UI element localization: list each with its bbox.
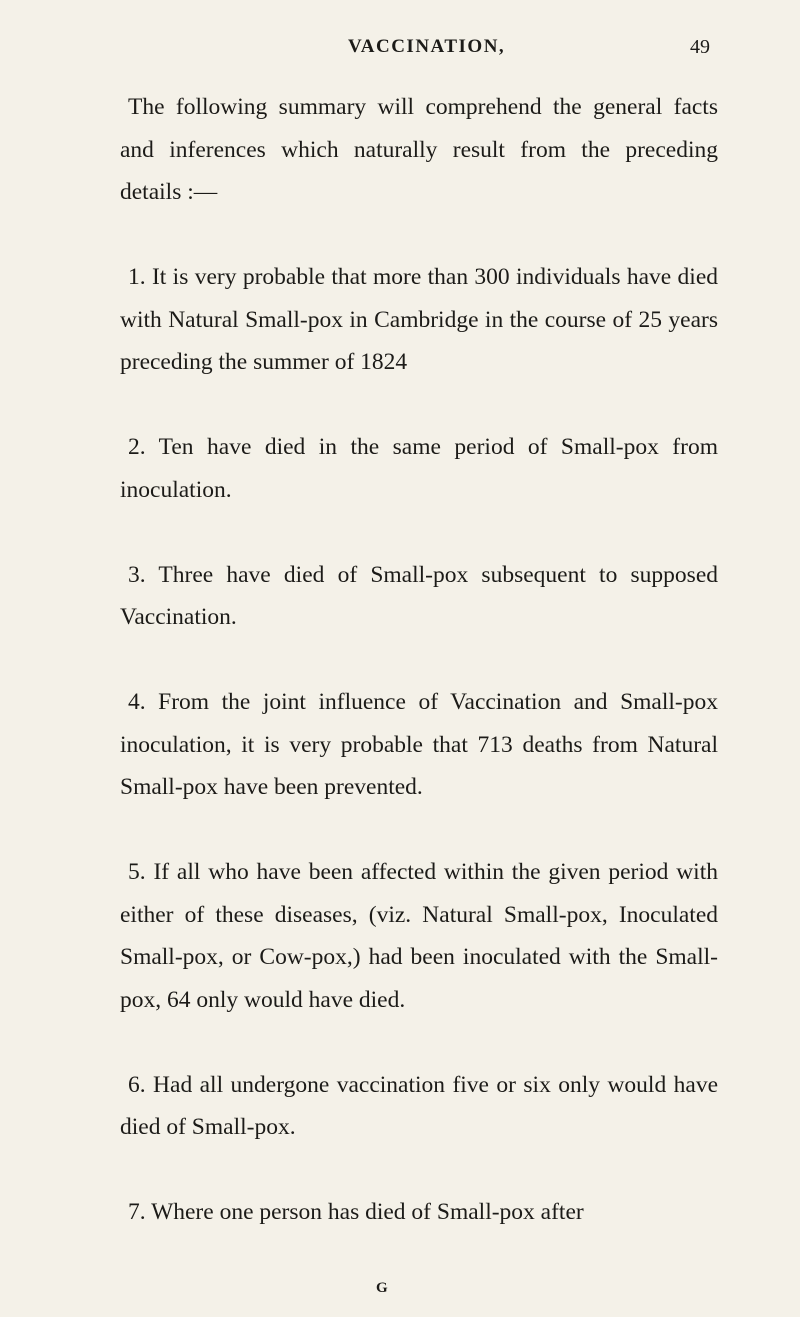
signature-mark: G [376,1280,388,1296]
page-number: 49 [690,36,710,58]
running-title: VACCINATION, [348,36,506,57]
running-head [0,36,800,66]
summary-item-3: 3. Three have died of Small-pox subsequent to supposed Vaccination. [120,561,718,630]
summary-item-7: 7. Where one person has died of Small-pox after [128,1199,584,1225]
summary-item-2: 2. Ten have died in the same period of Small-pox from inoculation. [120,434,718,503]
summary-item-4: 4. From the joint influence of Vaccination and Small-pox inoculation, it is very probable that 713 deaths from Natural Small-pox have been prevented. [120,689,718,800]
summary-item-1: 1. It is very probable that more than 300 individuals have died with Natural Small-pox in Cambridge in the course of 25 years preceding the summer of 1824 [120,264,718,375]
summary-item-6: 6. Had all undergone vaccination five or six only would have died of Small-pox. [120,1071,718,1140]
body-text [120,86,718,1234]
summary-item-5: 5. If all who have been affected within the given period with either of these diseases, (viz. Natural Small-pox, Inoculated Small-pox, or Cow-pox,) had been inoculated with the Small-pox, 64 only would have died. [120,859,718,1013]
intro-paragraph: The following summary will comprehend the general facts and inferences which naturally result from the preceding details :— [120,94,718,205]
